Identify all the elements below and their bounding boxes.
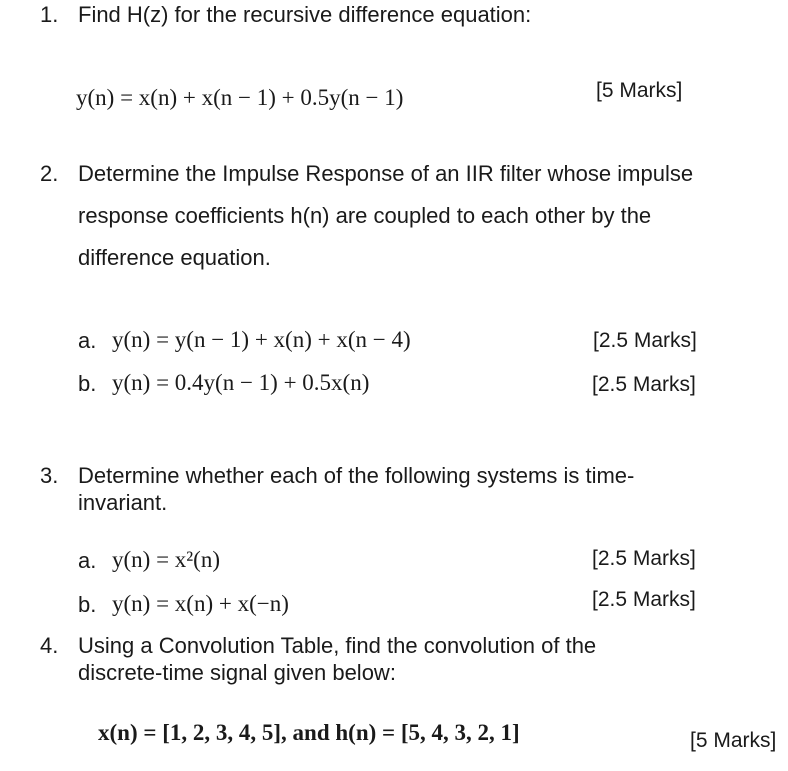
q2b-equation: y(n) = 0.4y(n − 1) + 0.5x(n) (112, 370, 370, 395)
q1-number: 1. (40, 2, 59, 27)
q2b-label: b. (78, 371, 97, 396)
q4-text-line-2: discrete-time signal given below: (78, 660, 396, 685)
q3b-marks: [2.5 Marks] (592, 588, 696, 611)
q4-marks: [5 Marks] (690, 729, 777, 752)
q3-text-line-2: invariant. (78, 490, 168, 515)
q3a-equation: y(n) = x²(n) (112, 547, 221, 572)
q2-text-line-2: response coefficients h(n) are coupled to each other by the (78, 203, 652, 228)
q3b-label: b. (78, 592, 97, 617)
q3-text-line-1: Determine whether each of the following systems is time- (78, 463, 635, 488)
q4-text-line-1: Using a Convolution Table, find the convolution of the (78, 633, 597, 658)
q2-text-line-3: difference equation. (78, 245, 271, 270)
q4-number: 4. (40, 633, 59, 658)
q2a-marks: [2.5 Marks] (593, 329, 697, 352)
q2-text-line-1: Determine the Impulse Response of an IIR filter whose impulse (78, 161, 694, 186)
q4-equation: x(n) = [1, 2, 3, 4, 5], and h(n) = [5, 4, 3, 2, 1] (98, 720, 520, 745)
q1-equation: y(n) = x(n) + x(n − 1) + 0.5y(n − 1) (76, 85, 404, 110)
q2a-equation: y(n) = y(n − 1) + x(n) + x(n − 4) (112, 327, 411, 352)
q1-text-line-1: Find H(z) for the recursive difference equation: (78, 2, 532, 27)
q3-number: 3. (40, 463, 59, 488)
q1-marks: [5 Marks] (596, 79, 683, 102)
q3b-equation: y(n) = x(n) + x(−n) (112, 591, 289, 616)
q2-number: 2. (40, 161, 59, 186)
q2a-label: a. (78, 328, 97, 353)
q2b-marks: [2.5 Marks] (592, 373, 696, 396)
q3a-marks: [2.5 Marks] (592, 547, 696, 570)
q3a-label: a. (78, 548, 97, 573)
